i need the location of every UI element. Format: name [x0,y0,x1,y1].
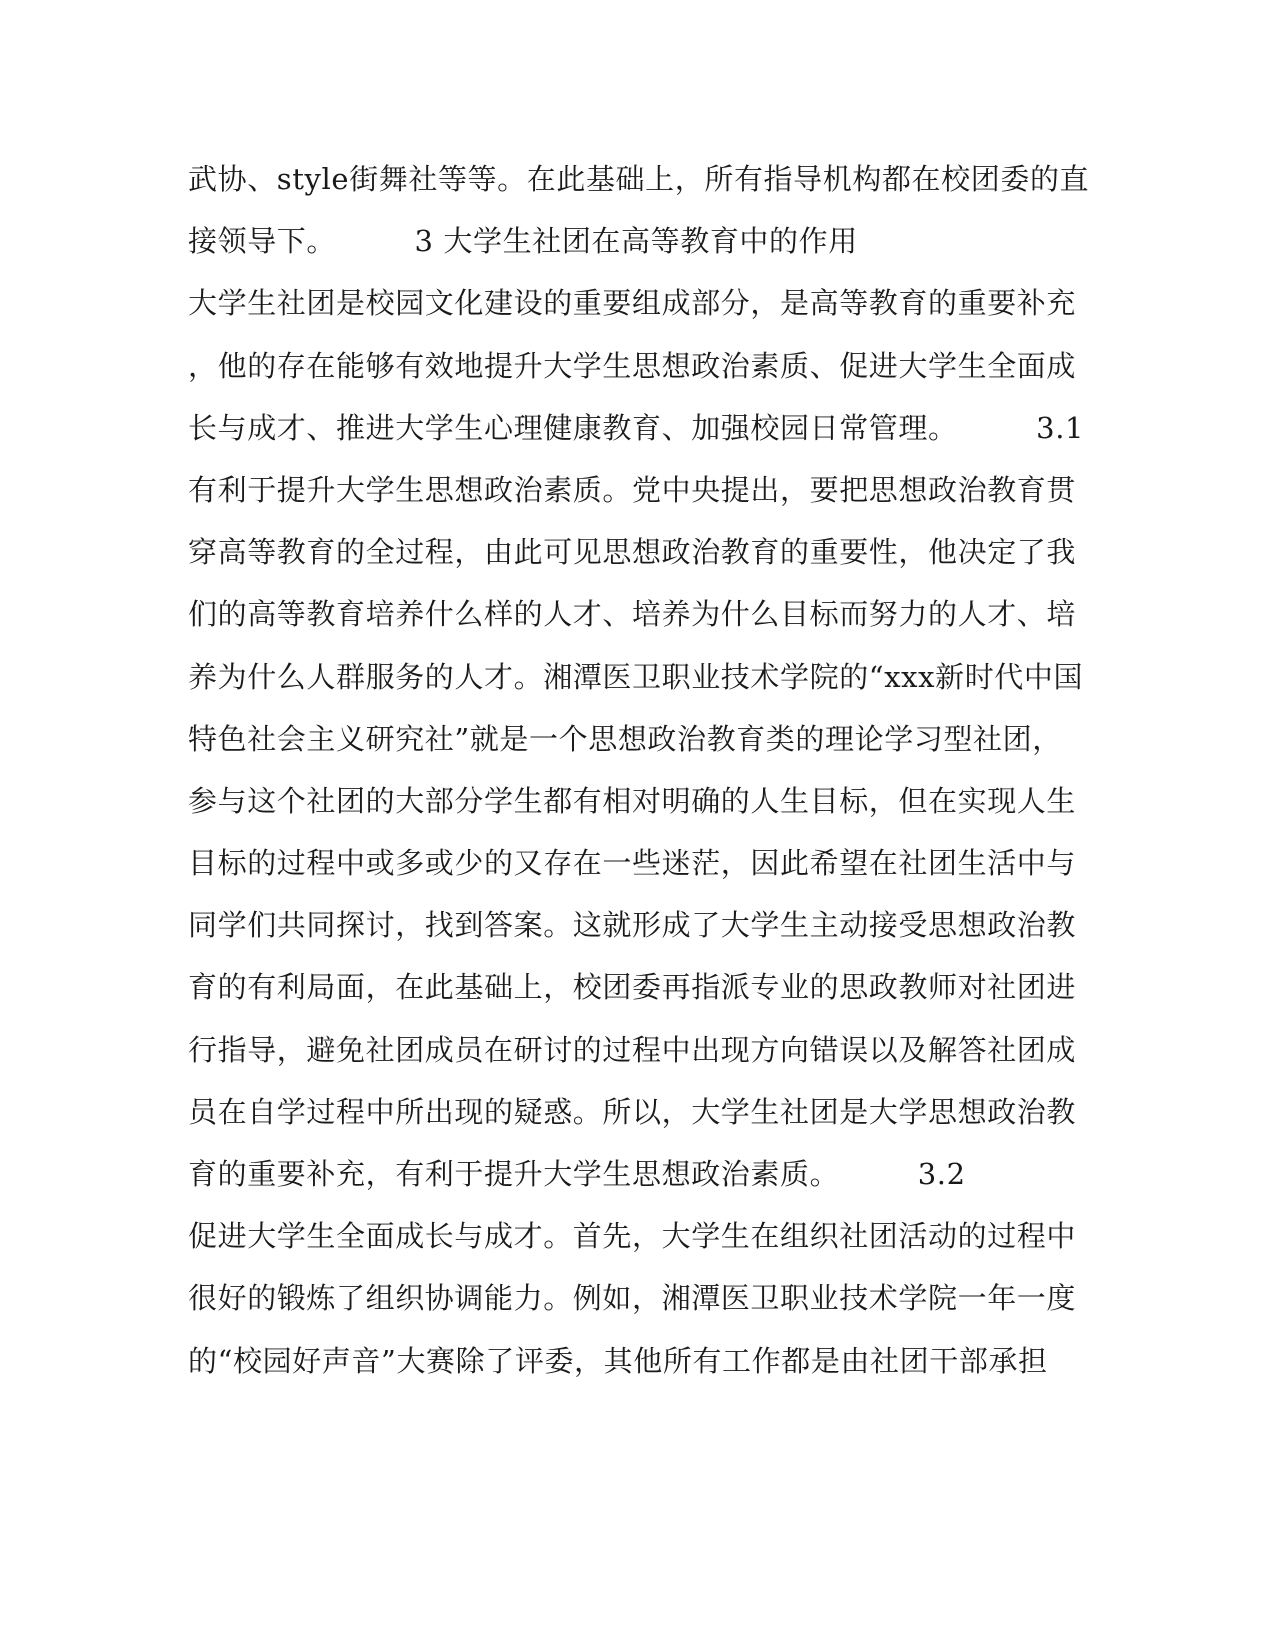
text-line: 养为什么人群服务的人才。湘潭医卫职业技术学院的“xxx新时代中国 [188,659,1084,694]
text-line: 大学生社团是校园文化建设的重要组成部分，是高等教育的重要补充 [188,286,1077,321]
text-line: 育的重要补充，有利于提升大学生思想政治素质。 3.2 [188,1157,966,1191]
text-line: 促进大学生全面成长与成才。首先，大学生在组织社团活动的过程中 [188,1219,1077,1254]
body-text [188,148,1088,1392]
text-line: 武协、style街舞社等等。在此基础上，所有指导机构都在校团委的直 [188,162,1090,196]
text-line: 目标的过程中或多或少的又存在一些迷茫，因此希望在社团生活中与 [188,846,1077,881]
text-line: 参与这个社团的大部分学生都有相对明确的人生目标，但在实现人生 [188,783,1077,818]
text-line: 特色社会主义研究社”就是一个思想政治教育类的理论学习型社团， [188,721,1062,756]
text-line: 同学们共同探讨，找到答案。这就形成了大学生主动接受思想政治教 [188,908,1077,943]
text-line: 接领导下。 3 大学生社团在高等教育中的作用 [188,224,858,259]
text-line: 员在自学过程中所出现的疑惑。所以，大学生社团是大学思想政治教 [188,1094,1077,1129]
text-line: 育的有利局面，在此基础上，校团委再指派专业的思政教师对社团进 [188,970,1077,1005]
text-line: 的“校园好声音”大赛除了评委，其他所有工作都是由社团干部承担 [188,1343,1048,1378]
text-line: ，他的存在能够有效地提升大学生思想政治素质、促进大学生全面成 [188,348,1077,383]
text-line: 行指导，避免社团成员在研讨的过程中出现方向错误以及解答社团成 [188,1032,1077,1067]
text-line: 有利于提升大学生思想政治素质。党中央提出，要把思想政治教育贯 [188,472,1077,507]
text-line: 们的高等教育培养什么样的人才、培养为什么目标而努力的人才、培 [188,597,1077,632]
text-line: 穿高等教育的全过程，由此可见思想政治教育的重要性，他决定了我 [188,535,1077,570]
text-line: 很好的锻炼了组织协调能力。例如，湘潭医卫职业技术学院一年一度 [188,1281,1077,1316]
text-line: 长与成才、推进大学生心理健康教育、加强校园日常管理。 3.1 [188,410,1085,445]
